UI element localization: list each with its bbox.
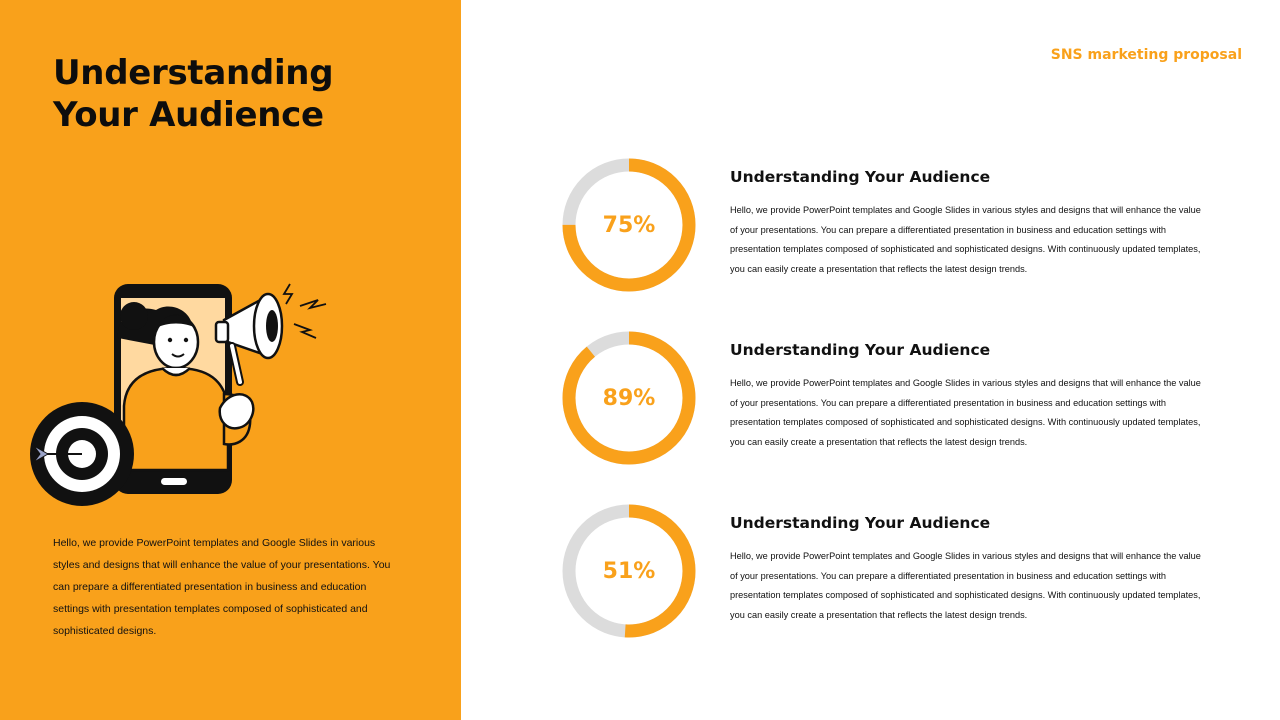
stat-heading: Understanding Your Audience — [730, 168, 991, 186]
stat-body-text: Hello, we provide PowerPoint templates and Google Slides in various styles and designs that will enhance the value of your presentations. You can prepare a differentiated presentation in business and education settings with presentation templates composed of sophisticated and sophisticated designs. With continuously updated templates, you can easily create a presentation that reflects the latest design trends. — [730, 551, 1201, 620]
left-panel — [0, 0, 461, 720]
slide-title-line-1: Understanding — [53, 53, 334, 93]
donut-percent-label: 89% — [602, 385, 656, 411]
donut-chart — [560, 502, 698, 640]
stat-block — [560, 502, 1260, 642]
megaphone-person-phone-icon — [28, 276, 328, 508]
target-icon — [30, 402, 134, 506]
slide-title-line-2: Your Audience — [53, 95, 324, 135]
donut-chart — [560, 329, 698, 467]
donut-chart — [560, 156, 698, 294]
stat-body-text: Hello, we provide PowerPoint templates and Google Slides in various styles and designs that will enhance the value of your presentations. You can prepare a differentiated presentation in business and education settings with presentation templates composed of sophisticated and sophisticated designs. With continuously updated templates, you can easily create a presentation that reflects the latest design trends. — [730, 378, 1201, 447]
stat-heading: Understanding Your Audience — [730, 341, 991, 359]
stat-block — [560, 156, 1260, 296]
stat-body-text: Hello, we provide PowerPoint templates and Google Slides in various styles and designs that will enhance the value of your presentations. You can prepare a differentiated presentation in business and education settings with presentation templates composed of sophisticated and sophisticated designs. With continuously updated templates, you can easily create a presentation that reflects the latest design trends. — [730, 205, 1201, 274]
donut-percent-label: 75% — [602, 212, 656, 238]
tagline: SNS marketing proposal — [1050, 47, 1242, 63]
left-body-text: Hello, we provide PowerPoint templates and Google Slides in various styles and designs that will enhance the value of your presentations. You can prepare a differentiated presentation in business and education settings with presentation templates composed of sophisticated and sophisticated designs. — [53, 537, 391, 637]
stat-heading: Understanding Your Audience — [730, 514, 991, 532]
donut-percent-label: 51% — [602, 558, 656, 584]
slide-title — [53, 52, 333, 136]
stat-block — [560, 329, 1260, 469]
